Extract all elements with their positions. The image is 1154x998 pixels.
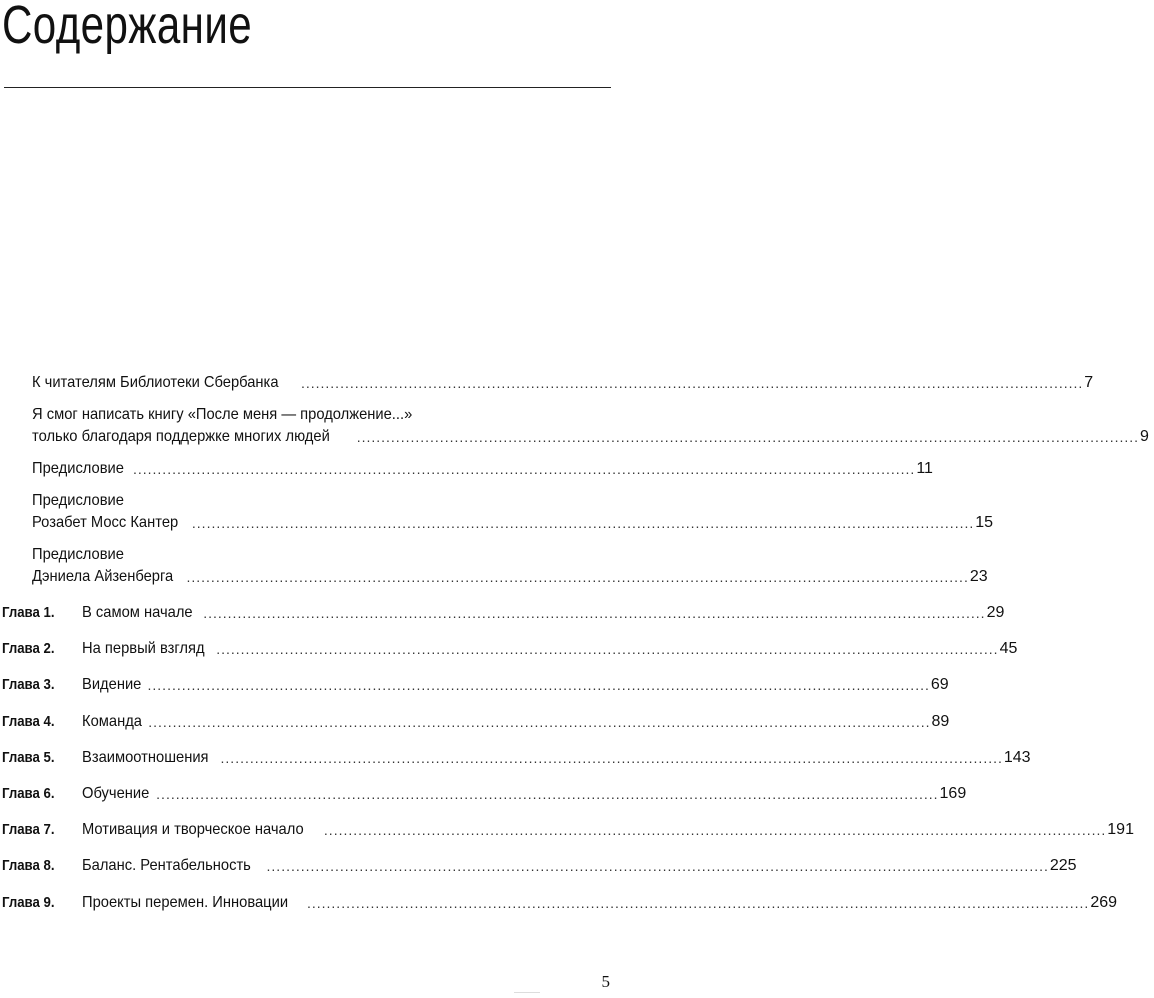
toc-page-number: 269	[1090, 893, 1118, 911]
chapter-label: Глава 1.	[2, 604, 55, 621]
chapter-title: В самом начале	[82, 604, 193, 621]
toc-entry-readers[interactable]	[0, 372, 1094, 394]
toc-page-number: 191	[1107, 821, 1134, 839]
toc-entry-title: Предисловие	[32, 492, 124, 509]
chapter-label: Глава 9.	[2, 893, 55, 911]
dot-leader: ................................................................................................................................................................	[300, 375, 1084, 391]
dot-leader: ................................................................................................................................................................	[203, 605, 986, 621]
toc-entry-preface-kanter[interactable]	[0, 490, 994, 534]
toc-entry-preface-eisenberg[interactable]	[0, 544, 988, 588]
chapter-title: Взаимоотношения	[82, 748, 209, 766]
toc-chapter-9[interactable]	[0, 892, 1118, 914]
dot-leader: ................................................................................................................................................................	[220, 749, 1003, 766]
chapter-label: Глава 5.	[2, 748, 55, 766]
toc-page-number: 23	[969, 568, 988, 585]
dot-leader: ................................................................................................................................................................	[186, 569, 969, 585]
title-divider	[4, 87, 611, 88]
toc-entry-title: Я смог написать книгу «После меня — продолжение...»	[32, 406, 413, 423]
chapter-title: Баланс. Рентабельность	[82, 857, 251, 875]
toc-page-number: 225	[1049, 857, 1077, 875]
page-number: 5	[601, 972, 610, 991]
dot-leader: ................................................................................................................................................................	[156, 785, 939, 802]
dot-leader: ................................................................................................................................................................	[147, 677, 930, 694]
dot-leader: ................................................................................................................................................................	[216, 641, 999, 658]
toc-page-number: 143	[1003, 748, 1031, 766]
table-of-contents	[0, 372, 1149, 928]
dot-leader: ................................................................................................................................................................	[266, 858, 1049, 875]
dot-leader: ................................................................................................................................................................	[148, 713, 931, 730]
toc-page-number: 169	[939, 784, 967, 802]
chapter-label: Глава 7.	[2, 821, 55, 839]
footer-mark	[514, 992, 540, 993]
chapter-title: Мотивация и творческое начало	[82, 821, 304, 839]
chapter-label: Глава 8.	[2, 857, 55, 875]
chapter-title: Проекты перемен. Инновации	[82, 893, 289, 911]
chapter-title: Обучение	[82, 784, 150, 802]
toc-chapter-5[interactable]	[0, 747, 1031, 769]
chapter-label: Глава 6.	[2, 784, 55, 802]
toc-page-number: 11	[916, 460, 933, 477]
toc-entry-title: Предисловие	[32, 460, 124, 477]
dot-leader: ................................................................................................................................................................	[191, 515, 975, 531]
toc-page-number: 15	[975, 514, 994, 531]
toc-entry-title: К читателям Библиотеки Сбербанка	[32, 374, 279, 391]
chapter-title: Команда	[82, 712, 142, 730]
toc-page-number: 69	[930, 676, 949, 694]
chapter-title: Видение	[82, 676, 142, 694]
chapter-label: Глава 4.	[2, 712, 55, 730]
toc-chapter-6[interactable]	[0, 783, 967, 805]
dot-leader: ................................................................................................................................................................	[132, 461, 916, 477]
toc-entry-preface[interactable]	[0, 458, 933, 480]
toc-chapter-2[interactable]	[0, 638, 1018, 660]
toc-entry-acknowledgements[interactable]	[0, 404, 1149, 448]
page-title: Содержание	[2, 0, 253, 55]
toc-page-number: 89	[931, 712, 950, 730]
toc-page-number: 29	[986, 604, 1005, 621]
dot-leader: ................................................................................................................................................................	[356, 429, 1140, 445]
toc-page-number: 9	[1140, 428, 1149, 445]
toc-chapter-1[interactable]	[0, 602, 1005, 624]
toc-entry-subtitle: Дэниела Айзенберга	[32, 568, 174, 585]
toc-page-number: 45	[999, 640, 1018, 658]
chapter-label: Глава 3.	[2, 676, 55, 694]
toc-chapter-8[interactable]	[0, 855, 1077, 877]
toc-page-number: 7	[1084, 374, 1094, 391]
toc-entry-title: Предисловие	[32, 546, 124, 563]
chapter-label: Глава 2.	[2, 640, 55, 658]
dot-leader: ................................................................................................................................................................	[323, 822, 1107, 839]
toc-chapter-7[interactable]	[0, 819, 1134, 841]
toc-entry-subtitle: Розабет Мосс Кантер	[32, 514, 179, 531]
chapter-title: На первый взгляд	[82, 640, 205, 658]
dot-leader: ................................................................................................................................................................	[306, 894, 1090, 911]
toc-chapter-3[interactable]	[0, 674, 949, 696]
toc-entry-subtitle: только благодаря поддержке многих людей	[32, 428, 330, 445]
toc-chapter-4[interactable]	[0, 711, 950, 733]
